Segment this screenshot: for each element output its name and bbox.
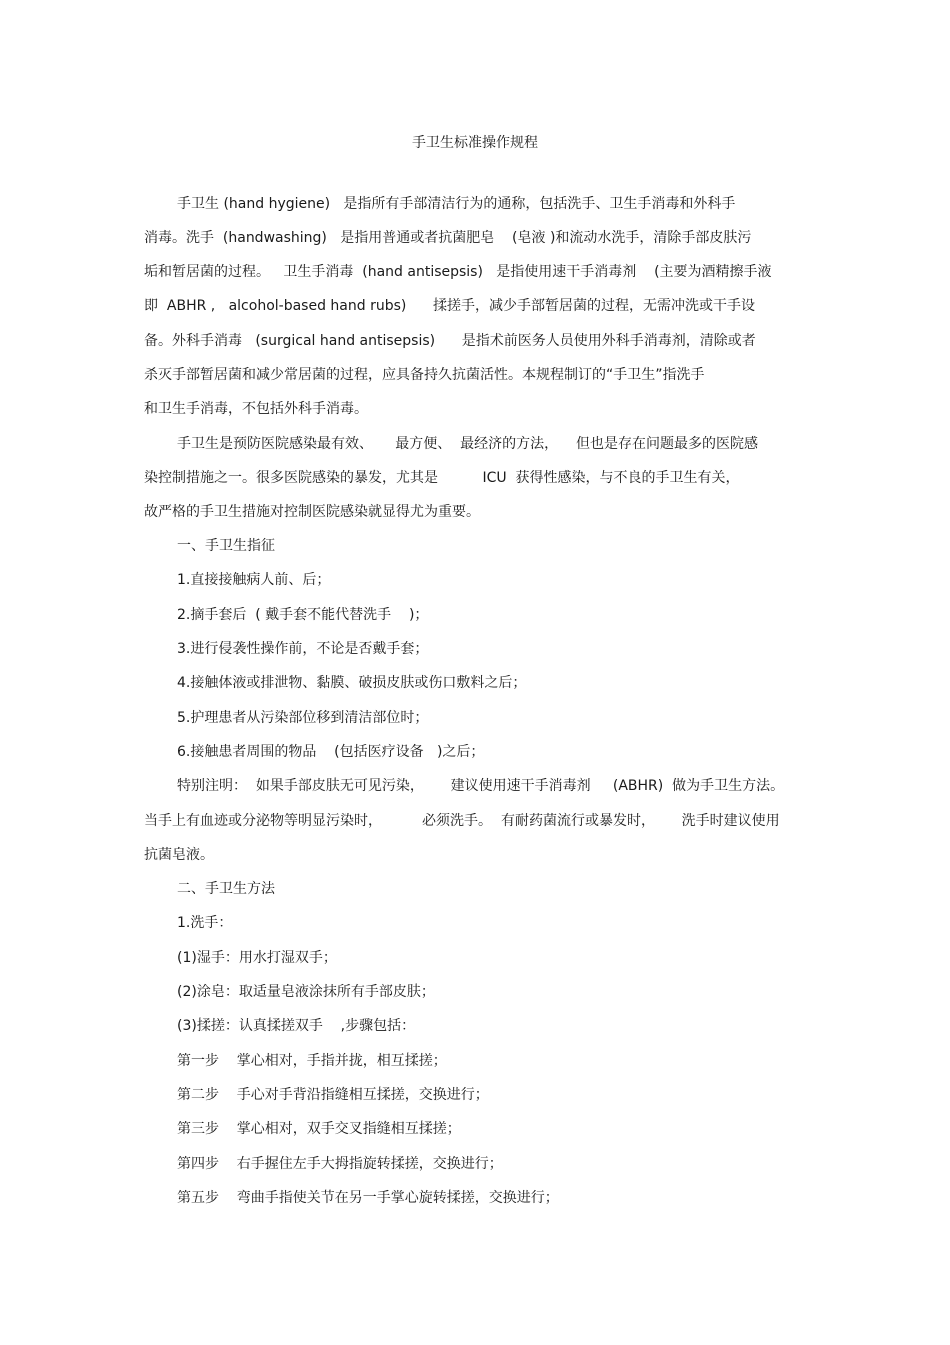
special-note-line-1: 特别注明： 如果手部皮肤无可见污染， 建议使用速干手消毒剂 (ABHR) 做为手卫生方法。 bbox=[177, 778, 785, 794]
indication-item-5: 5.护理患者从污染部位移到清洁部位时； bbox=[177, 710, 429, 726]
method-handwashing: 1.洗手： bbox=[177, 915, 233, 931]
intro-line-2: 消毒。洗手 (handwashing) 是指用普通或者抗菌肥皂 (皂液 )和流动水洗手，清除手部皮肤污 bbox=[144, 230, 752, 246]
indication-item-1: 1.直接接触病人前、后； bbox=[177, 572, 331, 588]
document-title: 手卫生标准操作规程 bbox=[412, 135, 538, 151]
special-note-line-2: 当手上有血迹或分泌物等明显污染时， 必须洗手。 有耐药菌流行或暴发时， 洗手时建议使用 bbox=[144, 813, 780, 829]
rub-step-5: 第五步 弯曲手指使关节在另一手掌心旋转揉搓，交换进行； bbox=[177, 1190, 559, 1206]
importance-line-1: 手卫生是预防医院感染最有效、 最方便、 最经济的方法， 但也是存在问题最多的医院感 bbox=[177, 436, 758, 452]
wash-step-rub: (3)揉搓：认真揉搓双手 ,步骤包括： bbox=[177, 1018, 416, 1034]
intro-line-4: 即 ABHR , alcohol-based hand rubs) 揉搓手，减少手部暂居菌的过程，无需冲洗或干手设 bbox=[144, 298, 756, 314]
rub-step-4: 第四步 右手握住左手大拇指旋转揉搓，交换进行； bbox=[177, 1156, 503, 1172]
intro-line-1: 手卫生 (hand hygiene) 是指所有手部清洁行为的通称，包括洗手、卫生手消毒和外科手 bbox=[177, 196, 736, 212]
rub-step-1: 第一步 掌心相对，手指并拢，相互揉搓； bbox=[177, 1053, 447, 1069]
intro-line-5: 备。外科手消毒 (surgical hand antisepsis) 是指术前医务人员使用外科手消毒剂，清除或者 bbox=[144, 333, 756, 349]
intro-line-6: 杀灭手部暂居菌和减少常居菌的过程，应具备持久抗菌活性。本规程制订的“手卫生”指洗手 bbox=[144, 367, 705, 383]
indication-item-2: 2.摘手套后 ( 戴手套不能代替洗手 )； bbox=[177, 607, 429, 623]
wash-step-wet: (1)湿手：用水打湿双手； bbox=[177, 950, 337, 966]
indication-item-6: 6.接触患者周围的物品 (包括医疗设备 )之后； bbox=[177, 744, 485, 760]
special-note-line-3: 抗菌皂液。 bbox=[144, 847, 214, 863]
intro-line-7: 和卫生手消毒，不包括外科手消毒。 bbox=[144, 401, 368, 417]
indication-item-4: 4.接触体液或排泄物、黏膜、破损皮肤或伤口敷料之后； bbox=[177, 675, 527, 691]
rub-step-3: 第三步 掌心相对，双手交叉指缝相互揉搓； bbox=[177, 1121, 461, 1137]
importance-line-2: 染控制措施之一。很多医院感染的暴发，尤其是 ICU 获得性感染，与不良的手卫生有关， bbox=[144, 470, 740, 486]
importance-line-3: 故严格的手卫生措施对控制医院感染就显得尤为重要。 bbox=[144, 504, 480, 520]
intro-line-3: 垢和暂居菌的过程。 卫生手消毒 (hand antisepsis) 是指使用速干手消毒剂 (主要为酒精擦手液 bbox=[144, 264, 772, 280]
section-heading-methods: 二、手卫生方法 bbox=[177, 881, 275, 897]
section-heading-indications: 一、手卫生指征 bbox=[177, 538, 275, 554]
rub-step-2: 第二步 手心对手背沿指缝相互揉搓，交换进行； bbox=[177, 1087, 489, 1103]
wash-step-soap: (2)涂皂：取适量皂液涂抹所有手部皮肤； bbox=[177, 984, 435, 1000]
indication-item-3: 3.进行侵袭性操作前，不论是否戴手套； bbox=[177, 641, 429, 657]
